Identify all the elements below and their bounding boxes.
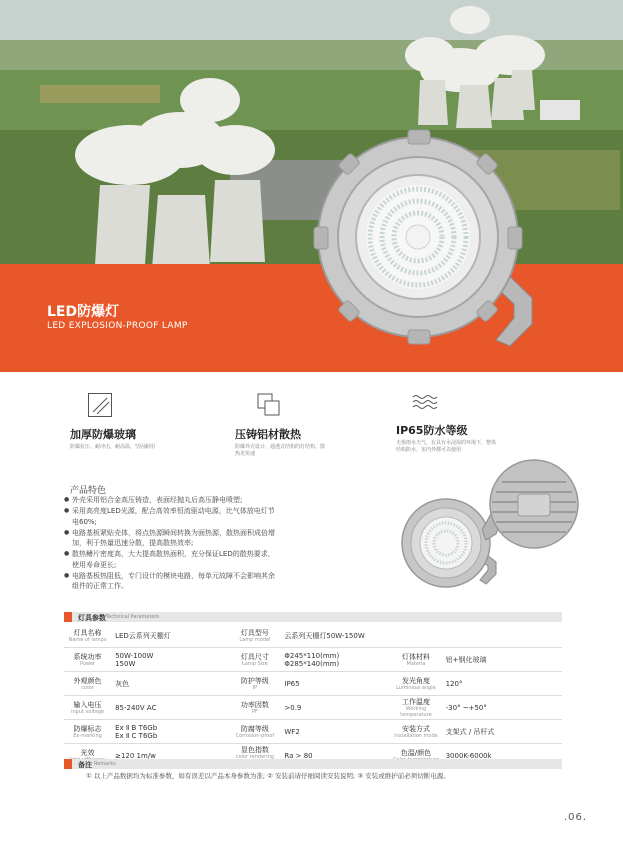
feature-heatsink-text [235, 422, 325, 458]
param-label-cn: 灯具型号 [240, 628, 269, 637]
table-row [64, 624, 562, 648]
param-label-en: Installation mode [394, 732, 438, 739]
remarks-text: ① 以上产品数据均为标准参数，如有误差以产品本身参数为准; ② 安装前请仔细阅读安装说明; ③ 安装或维护前必须切断电源。 [86, 772, 450, 780]
param-label-en: input voltage [70, 708, 105, 715]
wave-icon [412, 392, 436, 416]
feature-desc: 防爆抗压、耐冲击，耐高温，坚固耐用 [70, 444, 156, 450]
param-label-en: color [81, 684, 94, 691]
param-label [390, 696, 441, 720]
params-table [64, 624, 562, 768]
param-label [390, 672, 441, 696]
section-subtitle: Technical Parameters [106, 614, 160, 620]
param-label-en: Lamp model [239, 636, 271, 643]
param-value: 50W-100W 150W [111, 648, 229, 672]
param-label-en: color rendering [235, 753, 274, 760]
table-row [64, 648, 562, 672]
param-label-en: PF [251, 708, 258, 715]
param-label [390, 624, 441, 648]
param-label [390, 720, 441, 744]
section-title: 灯具参数 [78, 614, 106, 622]
section-title: 备注 [78, 761, 92, 769]
param-value: 云系列天棚灯50W-150W [280, 624, 390, 648]
product-features-title: 产品特色 [70, 486, 107, 496]
param-value: >0.9 [280, 696, 390, 720]
param-label-en: Corrosion-proof [235, 732, 275, 739]
param-value: 85-240V AC [111, 696, 229, 720]
param-value [442, 624, 562, 648]
param-label-cn: 发光角度 [401, 676, 430, 685]
accent-bar [64, 759, 72, 769]
feature-glass-text [70, 422, 180, 451]
accent-bar [64, 612, 72, 622]
param-value: 铝+钢化玻璃 [442, 648, 562, 672]
param-value: -30° ~+50° [442, 696, 562, 720]
feature-desc: 无惧雨水天气，在具有水浸湿的环境下，整体结构防水，室内外都可以使用 [396, 440, 497, 453]
param-label-cn: 灯具名称 [73, 628, 102, 637]
param-label-cn: 外观颜色 [73, 676, 102, 685]
param-label [64, 648, 111, 672]
param-label-en: Ex-marking [73, 732, 102, 739]
param-label-en: Name of lamps [68, 636, 107, 643]
param-label-en: Materia [406, 660, 426, 667]
param-label-cn: 安装方式 [401, 724, 430, 733]
feature-heatsink [257, 393, 281, 417]
feature-desc: 防爆外壳设计，通透式结构的灯结构，散热更快速 [235, 444, 326, 457]
param-label-cn: 输入电压 [73, 700, 102, 709]
list-item: ● 外壳采用铝合金高压铸造，表面经抛丸后高压静电喷塑; [64, 495, 279, 506]
feature-title: 压铸铝材散热 [235, 428, 301, 441]
lamp-back-image [482, 452, 582, 562]
param-value: Φ245*110(mm) Φ285*140(mm) [280, 648, 390, 672]
param-value: 3000K-6000k [442, 744, 562, 768]
param-label-cn: 色温/颜色 [400, 748, 432, 757]
param-label-cn: 防爆标志 [73, 724, 102, 733]
param-label-en: Lamp Size [242, 660, 268, 667]
param-value: IP65 [280, 672, 390, 696]
product-title-en: LED EXPLOSION-PROOF LAMP [47, 321, 188, 331]
remarks-section-header [64, 759, 562, 769]
param-value: Ra > 80 [280, 744, 390, 768]
feature-title: 加厚防爆玻璃 [70, 428, 136, 441]
param-label-cn: 灯具尺寸 [240, 652, 269, 661]
param-value: 灰色 [111, 672, 229, 696]
table-row [64, 720, 562, 744]
params-section-header [64, 612, 562, 622]
param-value: 支架式 / 吊杆式 [442, 720, 562, 744]
param-label [229, 672, 280, 696]
param-label-cn: 系统功率 [73, 652, 102, 661]
param-label-cn: 防腐等级 [240, 724, 269, 733]
param-label [229, 720, 280, 744]
param-label [64, 696, 111, 720]
table-row [64, 672, 562, 696]
product-features-list [64, 495, 279, 592]
param-label [229, 648, 280, 672]
main-lamp-image [300, 112, 550, 372]
param-label [64, 720, 111, 744]
param-label-en: Power [79, 660, 96, 667]
list-item: ● 电路基板热阻低，专门设计的模块电路，每单元故障不会影响其余组件的正常工作。 [64, 571, 279, 592]
param-value: Ex Ⅱ B T6Gb Ex Ⅱ C T6Gb [111, 720, 229, 744]
feature-title: IP65防水等级 [396, 424, 468, 437]
param-label [64, 672, 111, 696]
list-item: ● 采用高亮度LED光源，配合高效率恒流驱动电源，比气体放电灯节电60%; [64, 506, 279, 527]
list-item: ● 散热鳍片密度高，大大提高散热面积，充分保证LED的散热要求，使用寿命更长; [64, 549, 279, 570]
page-number: .06. [564, 812, 588, 823]
param-label-en: Luminous angle [396, 684, 436, 691]
param-label-cn: 功率因数 [240, 700, 269, 709]
param-label-cn: 显色指数 [240, 745, 269, 754]
product-title-cn: LED防爆灯 [47, 304, 120, 320]
table-row [64, 696, 562, 720]
param-label [64, 624, 111, 648]
param-label [229, 624, 280, 648]
list-item: ● 电路基板紧贴壳体，将点热源瞬间转换为面热源，散热面积成倍增加，利于热量迅速分散，提高散热效率; [64, 528, 279, 549]
param-label-cn: 光效 [80, 748, 95, 757]
section-subtitle: Remarks [94, 761, 116, 767]
param-value: LED云系列天棚灯 [111, 624, 229, 648]
param-value: 120° [442, 672, 562, 696]
feature-glass [88, 393, 112, 417]
param-value: ≥120 1m/w [111, 744, 229, 768]
param-label-en: IP [252, 684, 258, 691]
glass-pane-icon [88, 393, 112, 417]
param-label-en: Working temperature [400, 705, 432, 718]
param-label-cn: 灯体材料 [401, 652, 430, 661]
feature-waterproof-text [396, 418, 496, 454]
param-label-cn: 工作温度 [401, 697, 430, 706]
feature-waterproof [412, 392, 436, 416]
param-value: WF2 [280, 720, 390, 744]
param-label [390, 648, 441, 672]
heat-sink-icon [257, 393, 281, 417]
param-label-cn: 防护等级 [240, 676, 269, 685]
param-label [229, 696, 280, 720]
